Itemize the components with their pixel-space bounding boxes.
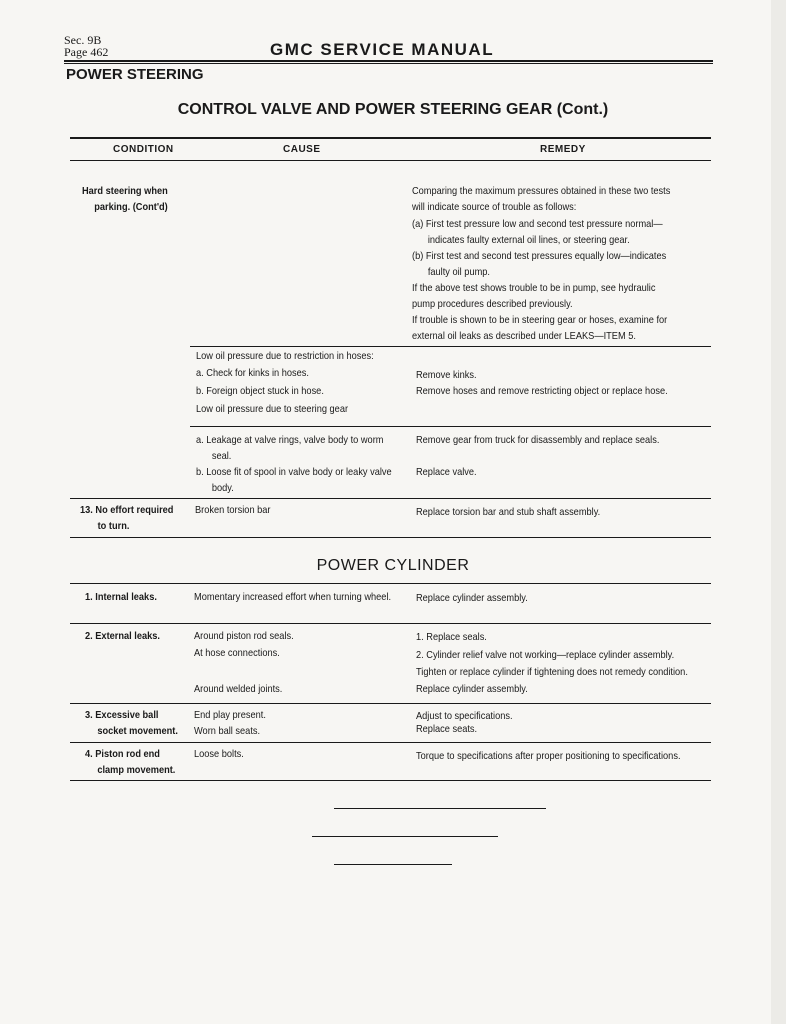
cause-ball-socket: End play present. Worn ball seats. bbox=[194, 709, 266, 737]
condition-ball-socket: 3. Excessive ball socket movement. bbox=[85, 709, 178, 737]
column-header-remedy: REMEDY bbox=[540, 144, 586, 155]
closing-rule-2 bbox=[312, 836, 498, 837]
table-rule-top bbox=[70, 137, 711, 139]
header-rule-bottom bbox=[64, 63, 713, 64]
remedy-pump-note: If the above test shows trouble to be in pump, see hydraulic pump procedures described previously. bbox=[412, 282, 656, 310]
condition-no-effort: 13. No effort required to turn. bbox=[80, 504, 174, 532]
remedy-relief-valve: 2. Cylinder relief valve not working—replace cylinder assembly. bbox=[416, 649, 675, 661]
remedy-replace-valve: Replace valve. bbox=[416, 466, 477, 478]
cause-restriction-heading: Low oil pressure due to restriction in hoses: bbox=[196, 350, 374, 362]
divider-row13-top bbox=[70, 498, 711, 499]
cause-loose-bolts: Loose bolts. bbox=[194, 748, 244, 760]
manual-title: GMC SERVICE MANUAL bbox=[270, 40, 495, 59]
remedy-torque: Torque to specifications after proper positioning to specifications. bbox=[416, 750, 681, 762]
closing-rule-3 bbox=[334, 864, 452, 865]
remedy-tighten-cylinder: Tighten or replace cylinder if tightening does not remedy condition. bbox=[416, 666, 688, 678]
cause-hose-connections: At hose connections. bbox=[194, 647, 280, 659]
divider-pc1 bbox=[70, 623, 711, 624]
column-header-condition: CONDITION bbox=[113, 144, 174, 155]
cause-piston-rod-seals: Around piston rod seals. bbox=[194, 630, 294, 642]
page-subtitle: CONTROL VALVE AND POWER STEERING GEAR (Cont.) bbox=[177, 101, 609, 118]
divider-row13-bottom bbox=[70, 537, 711, 538]
divider-block1 bbox=[190, 346, 711, 347]
remedy-ball-socket: Adjust to specifications. Replace seats. bbox=[416, 710, 513, 735]
cause-valve-rings: a. Leakage at valve rings, valve body to worm seal. bbox=[196, 434, 384, 462]
power-cylinder-heading: POWER CYLINDER bbox=[316, 557, 470, 574]
cause-steering-gear: Low oil pressure due to steering gear bbox=[196, 403, 349, 415]
remedy-intro: Comparing the maximum pressures obtained in these two tests will indicate source of trouble as follows: bbox=[412, 185, 671, 213]
remedy-replace-cylinder: Replace cylinder assembly. bbox=[416, 592, 528, 604]
section-number: Sec. 9B Page 462 bbox=[64, 33, 109, 59]
closing-rule-1 bbox=[334, 808, 546, 809]
remedy-disassembly: Remove gear from truck for disassembly and replace seals. bbox=[416, 434, 660, 446]
divider-pc-top bbox=[70, 583, 711, 584]
cause-torsion-bar: Broken torsion bar bbox=[195, 504, 271, 516]
condition-internal-leaks: 1. Internal leaks. bbox=[85, 591, 157, 603]
condition-external-leaks: 2. External leaks. bbox=[85, 630, 161, 642]
header-rule-top bbox=[64, 60, 713, 62]
divider-pc2 bbox=[70, 703, 711, 704]
remedy-item-b: (b) First test and second test pressures equally low—indicates faulty oil pump. bbox=[412, 250, 667, 278]
condition-piston-rod-end: 4. Piston rod end clamp movement. bbox=[85, 748, 176, 776]
table-rule-header bbox=[70, 160, 711, 161]
remedy-kinks: Remove kinks. bbox=[416, 369, 477, 381]
remedy-item-a: (a) First test pressure low and second test pressure normal— indicates faulty external oil lines, or steering gear. bbox=[412, 218, 663, 246]
page-edge bbox=[771, 0, 786, 1024]
table-rule-bottom bbox=[70, 780, 711, 781]
cause-kinks: a. Check for kinks in hoses. bbox=[196, 367, 309, 379]
cause-loose-spool: b. Loose fit of spool in valve body or leaky valve body. bbox=[196, 466, 392, 494]
cause-welded-joints: Around welded joints. bbox=[194, 683, 283, 695]
cause-momentary-effort: Momentary increased effort when turning wheel. bbox=[194, 591, 392, 603]
remedy-replace-cylinder-assembly: Replace cylinder assembly. bbox=[416, 683, 528, 695]
remedy-gear-note: If trouble is shown to be in steering gear or hoses, examine for external oil leaks as described under LEAKS—ITEM 5. bbox=[412, 314, 668, 342]
condition-hard-steering: Hard steering when parking. (Cont'd) bbox=[82, 185, 168, 213]
section-title: POWER STEERING bbox=[66, 66, 204, 83]
divider-block2 bbox=[190, 426, 711, 427]
column-header-cause: CAUSE bbox=[283, 144, 321, 155]
remedy-foreign-object: Remove hoses and remove restricting object or replace hose. bbox=[416, 385, 668, 397]
cause-foreign-object: b. Foreign object stuck in hose. bbox=[196, 385, 324, 397]
divider-pc3 bbox=[70, 742, 711, 743]
remedy-replace-seals: 1. Replace seals. bbox=[416, 631, 487, 643]
remedy-torsion-bar: Replace torsion bar and stub shaft assembly. bbox=[416, 506, 601, 518]
